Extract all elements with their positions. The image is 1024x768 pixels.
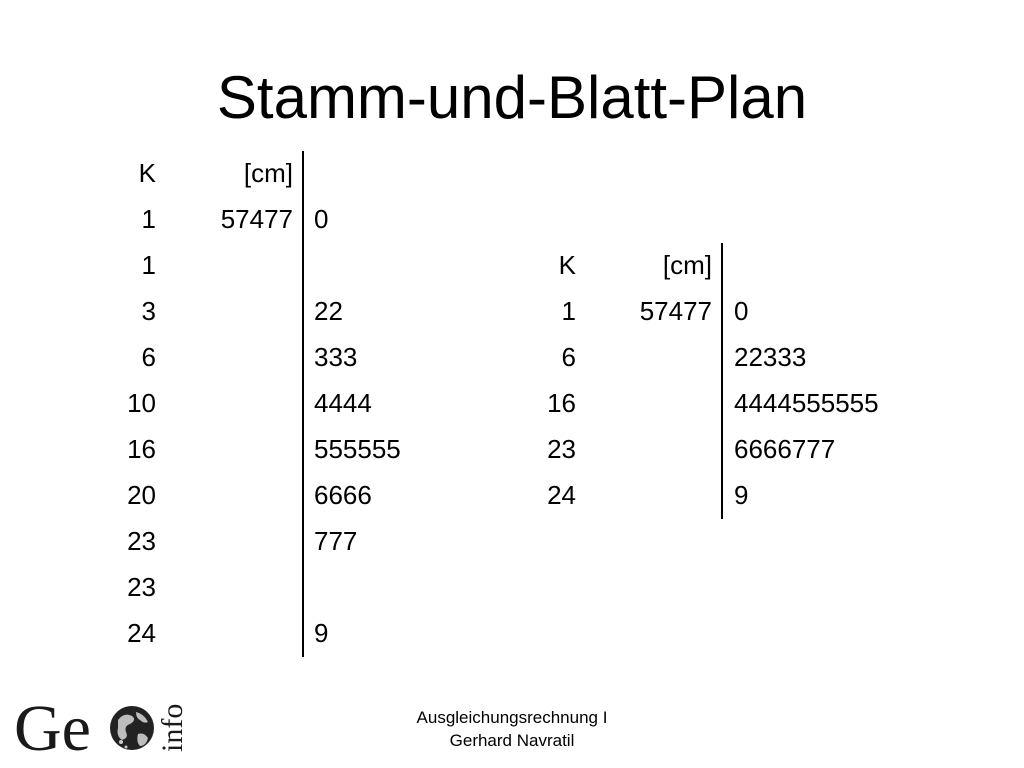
globe-icon <box>110 706 154 750</box>
cumulative-count: 24 <box>547 480 576 510</box>
cumulative-count: 23 <box>547 434 576 464</box>
leaf-values: 22 <box>314 296 343 326</box>
leaf-values: 777 <box>314 526 358 556</box>
column-header-cm: [cm] <box>243 158 293 188</box>
logo-text-side: info <box>156 703 189 752</box>
footer-course-name: Ausgleichungsrechnung I <box>416 708 608 727</box>
leaf-values: 0 <box>734 296 749 326</box>
cumulative-count: 6 <box>561 342 576 372</box>
table-row <box>0 291 1024 331</box>
logo-graphic <box>14 686 190 758</box>
cumulative-count: 16 <box>127 434 156 464</box>
leaf-values: 4444555555 <box>734 388 879 418</box>
cumulative-count: 3 <box>141 296 156 326</box>
cumulative-count: 23 <box>127 526 156 556</box>
table-row <box>0 383 1024 423</box>
slide-footer <box>362 706 662 752</box>
geoinfo-logo <box>14 686 190 758</box>
cumulative-count: 16 <box>547 388 576 418</box>
cumulative-count: 23 <box>127 572 156 602</box>
cumulative-count: 20 <box>127 480 156 510</box>
cumulative-count: 6 <box>141 342 156 372</box>
leaf-values: 0 <box>314 204 329 234</box>
leaf-values: 6666 <box>314 480 372 510</box>
leaf-values: 555555 <box>314 434 401 464</box>
slide-title: Stamm-und-Blatt-Plan <box>216 64 808 131</box>
cumulative-count: 24 <box>127 618 156 648</box>
leaf-values: 4444 <box>314 388 372 418</box>
column-header-k: K <box>558 250 576 280</box>
table-row <box>0 429 1024 469</box>
table-header-row <box>0 245 1024 285</box>
column-header-k: K <box>138 158 156 188</box>
table-row <box>0 475 1024 515</box>
cumulative-count: 1 <box>141 250 156 280</box>
footer-author: Gerhard Navratil <box>449 731 575 750</box>
table-row <box>0 337 1024 377</box>
leaf-values: 22333 <box>734 342 807 372</box>
cumulative-count: 10 <box>127 388 156 418</box>
leaf-values: 9 <box>734 480 749 510</box>
stem-value: 57477 <box>639 296 712 326</box>
cumulative-count: 1 <box>561 296 576 326</box>
cumulative-count: 1 <box>141 204 156 234</box>
leaf-values: 333 <box>314 342 358 372</box>
leaf-values: 6666777 <box>734 434 836 464</box>
column-header-cm: [cm] <box>662 250 712 280</box>
stem-value: 57477 <box>220 204 293 234</box>
logo-text-main: Ge <box>14 692 91 758</box>
leaf-values: 9 <box>314 618 329 648</box>
